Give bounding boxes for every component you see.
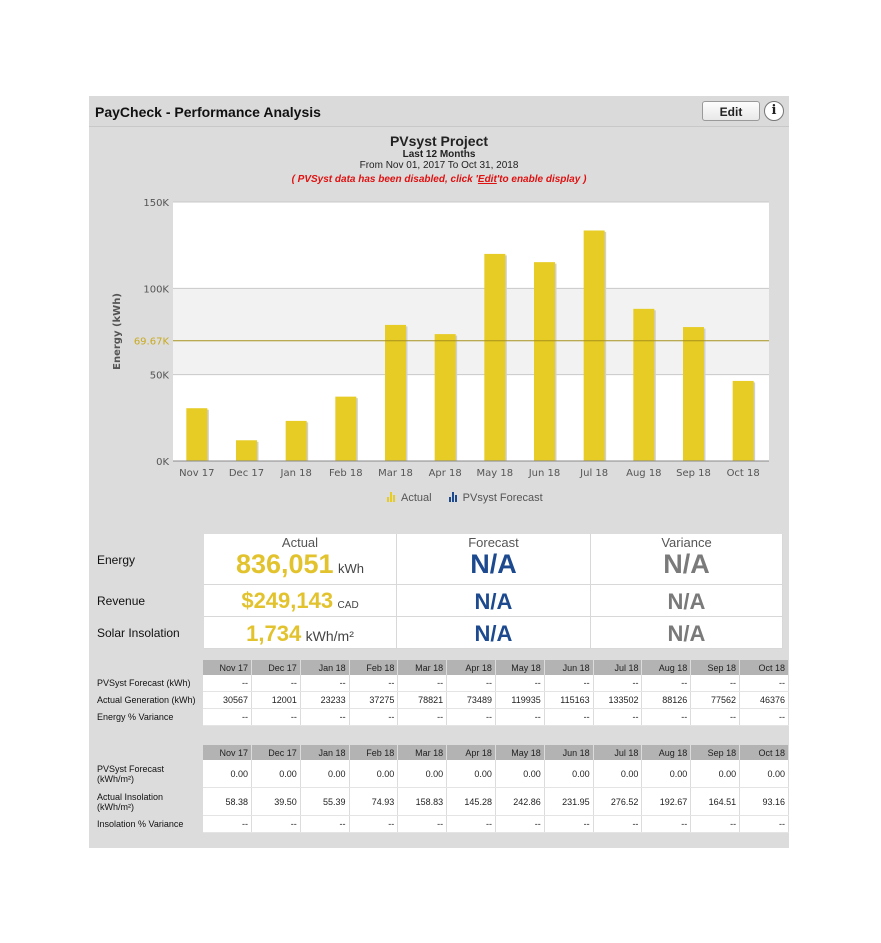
table-cell: -- <box>593 675 642 692</box>
month-header: Mar 18 <box>398 660 447 675</box>
table-cell: 0.00 <box>691 760 740 788</box>
table-cell: 12001 <box>252 692 301 709</box>
table-cell: -- <box>203 709 251 726</box>
actual-header: Actual <box>281 535 319 550</box>
table-cell: -- <box>349 816 398 833</box>
table-cell: 231.95 <box>544 788 593 816</box>
energy-actual-cell <box>204 534 397 585</box>
pvsyst-disabled-notice <box>89 174 789 185</box>
table-cell: -- <box>252 709 301 726</box>
table-cell: 276.52 <box>593 788 642 816</box>
table-cell: 164.51 <box>691 788 740 816</box>
table-row <box>95 760 789 788</box>
insolation-variance-cell <box>591 617 783 649</box>
table-cell: -- <box>642 709 691 726</box>
bar-actual <box>484 254 505 461</box>
month-header: Oct 18 <box>740 745 789 760</box>
summary-grid <box>204 534 783 649</box>
table-cell: 0.00 <box>203 760 251 788</box>
month-header: Jul 18 <box>593 745 642 760</box>
table-cell: 0.00 <box>349 760 398 788</box>
table-cell: 23233 <box>300 692 349 709</box>
table-cell: 0.00 <box>593 760 642 788</box>
revenue-actual-value: $249,143 <box>241 588 334 613</box>
table-cell: -- <box>398 675 447 692</box>
bar-actual <box>683 327 704 461</box>
table-cell: -- <box>203 816 251 833</box>
table-cell: -- <box>740 709 789 726</box>
revenue-variance-cell <box>591 585 783 617</box>
row-label: Actual Generation (kWh) <box>97 695 196 705</box>
month-header: Sep 18 <box>691 660 740 675</box>
table-cell: 242.86 <box>495 788 544 816</box>
insolation-row-label: Solar Insolation <box>97 626 180 640</box>
table-cell: 46376 <box>740 692 789 709</box>
table-cell: 30567 <box>203 692 251 709</box>
table-cell: 0.00 <box>740 760 789 788</box>
table-cell: 115163 <box>544 692 593 709</box>
x-tick-label: Dec 17 <box>228 468 265 479</box>
table-cell: 74.93 <box>349 788 398 816</box>
energy-variance-value: N/A <box>663 549 710 579</box>
revenue-actual-cell <box>204 585 397 617</box>
info-icon[interactable]: i <box>764 101 784 121</box>
x-tick-label: Aug 18 <box>626 468 662 479</box>
month-header: Jul 18 <box>593 660 642 675</box>
table-cell: 37275 <box>349 692 398 709</box>
y-tick-label: 0K <box>156 457 169 468</box>
month-header: Jun 18 <box>544 745 593 760</box>
legend-actual-label: Actual <box>401 492 432 504</box>
table-cell: 93.16 <box>740 788 789 816</box>
table-cell: -- <box>593 709 642 726</box>
table-cell: -- <box>691 816 740 833</box>
table-cell: -- <box>252 816 301 833</box>
month-header: Nov 17 <box>203 660 251 675</box>
table-cell: 0.00 <box>300 760 349 788</box>
month-header: Jun 18 <box>544 660 593 675</box>
row-label-line2: (kWh/m²) <box>97 773 134 784</box>
x-tick-label: Jul 18 <box>580 468 609 479</box>
row-label <box>95 760 203 788</box>
chart-subtitle: Last 12 Months <box>402 149 476 160</box>
insolation-unit: kWh/m² <box>305 628 354 644</box>
table-cell: 145.28 <box>447 788 496 816</box>
table-cell: -- <box>300 709 349 726</box>
month-header: Dec 17 <box>252 745 301 760</box>
table-cell: 39.50 <box>252 788 301 816</box>
table-row <box>95 816 789 833</box>
bar-actual <box>385 325 406 461</box>
x-tick-label: Nov 17 <box>179 468 215 479</box>
energy-unit: kWh <box>338 561 365 576</box>
row-label-line2: (kWh/m²) <box>97 801 134 812</box>
panel-header <box>89 96 789 127</box>
month-header: Feb 18 <box>349 660 398 675</box>
table-cell: 0.00 <box>544 760 593 788</box>
table-cell: -- <box>691 709 740 726</box>
y-axis-label: Energy (kWh) <box>112 293 123 370</box>
table-cell: 0.00 <box>642 760 691 788</box>
table-cell: 133502 <box>593 692 642 709</box>
month-header: Jan 18 <box>300 745 349 760</box>
x-tick-label: Oct 18 <box>726 468 760 479</box>
row-label <box>95 788 203 816</box>
table-cell: -- <box>642 816 691 833</box>
table-cell: 0.00 <box>447 760 496 788</box>
bar-actual <box>335 397 356 461</box>
month-header: Aug 18 <box>642 745 691 760</box>
table-cell: 119935 <box>495 692 544 709</box>
x-tick-label: Mar 18 <box>378 468 413 479</box>
month-header: Apr 18 <box>447 660 496 675</box>
month-header: May 18 <box>495 660 544 675</box>
forecast-series-icon <box>449 492 459 502</box>
performance-analysis-panel <box>89 96 789 848</box>
insolation-forecast-value: N/A <box>474 621 513 646</box>
table-cell: -- <box>349 709 398 726</box>
month-header: Apr 18 <box>447 745 496 760</box>
bar-actual <box>534 262 555 461</box>
revenue-forecast-cell <box>397 585 591 617</box>
table-cell: -- <box>349 675 398 692</box>
notice-text-start: ( PVSyst data has been disabled, click ' <box>291 174 478 185</box>
insolation-forecast-cell <box>397 617 591 649</box>
energy-bar-chart <box>89 192 789 492</box>
x-tick-label: Apr 18 <box>428 468 462 479</box>
table-cell: -- <box>740 675 789 692</box>
table-cell: -- <box>398 709 447 726</box>
table-cell: -- <box>544 709 593 726</box>
table-cell: -- <box>300 675 349 692</box>
table-cell: 0.00 <box>252 760 301 788</box>
panel-title: PayCheck - Performance Analysis <box>95 104 321 120</box>
legend-forecast[interactable] <box>449 492 543 504</box>
revenue-variance-value: N/A <box>667 589 706 614</box>
table-cell: -- <box>203 675 251 692</box>
notice-edit-link[interactable]: Edit <box>477 174 497 185</box>
legend-forecast-label: PVsyst Forecast <box>462 492 543 504</box>
table-cell: 77562 <box>691 692 740 709</box>
table-cell: 0.00 <box>398 760 447 788</box>
table-corner <box>95 660 203 675</box>
row-label-line1: Insolation % Variance <box>97 819 184 829</box>
revenue-forecast-value: N/A <box>474 589 513 614</box>
table-cell: -- <box>642 675 691 692</box>
month-header: Jan 18 <box>300 660 349 675</box>
y-tick-label: 50K <box>149 370 169 382</box>
month-header: Mar 18 <box>398 745 447 760</box>
table-cell: -- <box>740 816 789 833</box>
month-header: Aug 18 <box>642 660 691 675</box>
chart-legend <box>387 492 557 504</box>
table-cell: -- <box>544 675 593 692</box>
insolation-actual-cell <box>204 617 397 649</box>
average-line-label: 69.67K <box>133 336 169 348</box>
table-cell: -- <box>300 816 349 833</box>
table-row <box>95 709 789 726</box>
energy-monthly-table <box>95 660 789 726</box>
bar-actual <box>286 421 307 461</box>
table-cell: -- <box>495 709 544 726</box>
table-cell: 58.38 <box>203 788 251 816</box>
legend-actual[interactable] <box>387 492 432 504</box>
energy-variance-cell <box>591 534 783 585</box>
table-cell: 0.00 <box>495 760 544 788</box>
table-cell: -- <box>398 816 447 833</box>
row-label <box>95 816 203 833</box>
table-corner <box>95 745 203 760</box>
variance-header: Variance <box>661 535 712 550</box>
month-header: Feb 18 <box>349 745 398 760</box>
table-cell: 55.39 <box>300 788 349 816</box>
table-cell: 78821 <box>398 692 447 709</box>
table-cell: 73489 <box>447 692 496 709</box>
table-row <box>95 692 789 709</box>
x-tick-label: Jun 18 <box>528 468 561 479</box>
bar-actual <box>733 381 754 461</box>
table-cell: -- <box>544 816 593 833</box>
edit-button[interactable]: Edit <box>702 101 760 121</box>
actual-series-icon <box>387 492 397 502</box>
bar-actual <box>236 440 257 461</box>
table-cell: -- <box>495 675 544 692</box>
row-label-line1: PVSyst Forecast <box>97 763 165 774</box>
x-tick-label: Jan 18 <box>280 468 312 479</box>
table-cell: -- <box>691 675 740 692</box>
bar-actual <box>186 408 207 461</box>
forecast-header: Forecast <box>468 535 519 550</box>
notice-text-end: 'to enable display ) <box>496 174 587 185</box>
plot-band <box>173 288 769 374</box>
table-cell: 88126 <box>642 692 691 709</box>
table-row <box>95 788 789 816</box>
row-label: Energy % Variance <box>97 712 174 722</box>
table-cell: -- <box>593 816 642 833</box>
revenue-unit: CAD <box>337 600 359 611</box>
energy-actual-value: 836,051 <box>235 549 334 579</box>
month-header: Oct 18 <box>740 660 789 675</box>
insolation-actual-value: 1,734 <box>246 621 302 646</box>
x-tick-label: Sep 18 <box>676 468 711 479</box>
energy-forecast-value: N/A <box>470 549 517 579</box>
bar-actual <box>584 230 605 461</box>
energy-forecast-cell <box>397 534 591 585</box>
table-cell: 192.67 <box>642 788 691 816</box>
month-header: Sep 18 <box>691 745 740 760</box>
revenue-row-label: Revenue <box>97 594 146 608</box>
row-label-line1: Actual Insolation <box>97 791 164 802</box>
insolation-monthly-table <box>95 745 789 833</box>
row-label: PVSyst Forecast (kWh) <box>97 678 191 689</box>
table-cell: -- <box>495 816 544 833</box>
energy-row-label: Energy <box>97 553 136 567</box>
table-cell: 158.83 <box>398 788 447 816</box>
y-tick-label: 150K <box>143 198 169 209</box>
y-tick-label: 100K <box>143 284 169 296</box>
x-tick-label: Feb 18 <box>329 468 363 479</box>
month-header: Dec 17 <box>252 660 301 675</box>
table-cell: -- <box>447 709 496 726</box>
table-cell: -- <box>252 675 301 692</box>
insolation-variance-value: N/A <box>667 621 706 646</box>
month-header: Nov 17 <box>203 745 251 760</box>
month-header: May 18 <box>495 745 544 760</box>
x-tick-label: May 18 <box>476 468 514 479</box>
bar-actual <box>435 334 456 461</box>
table-row <box>95 675 789 692</box>
bar-actual <box>633 309 654 461</box>
table-cell: -- <box>447 675 496 692</box>
chart-date-range: From Nov 01, 2017 To Oct 31, 2018 <box>359 160 519 171</box>
chart-title: PVsyst Project <box>389 133 489 149</box>
table-cell: -- <box>447 816 496 833</box>
